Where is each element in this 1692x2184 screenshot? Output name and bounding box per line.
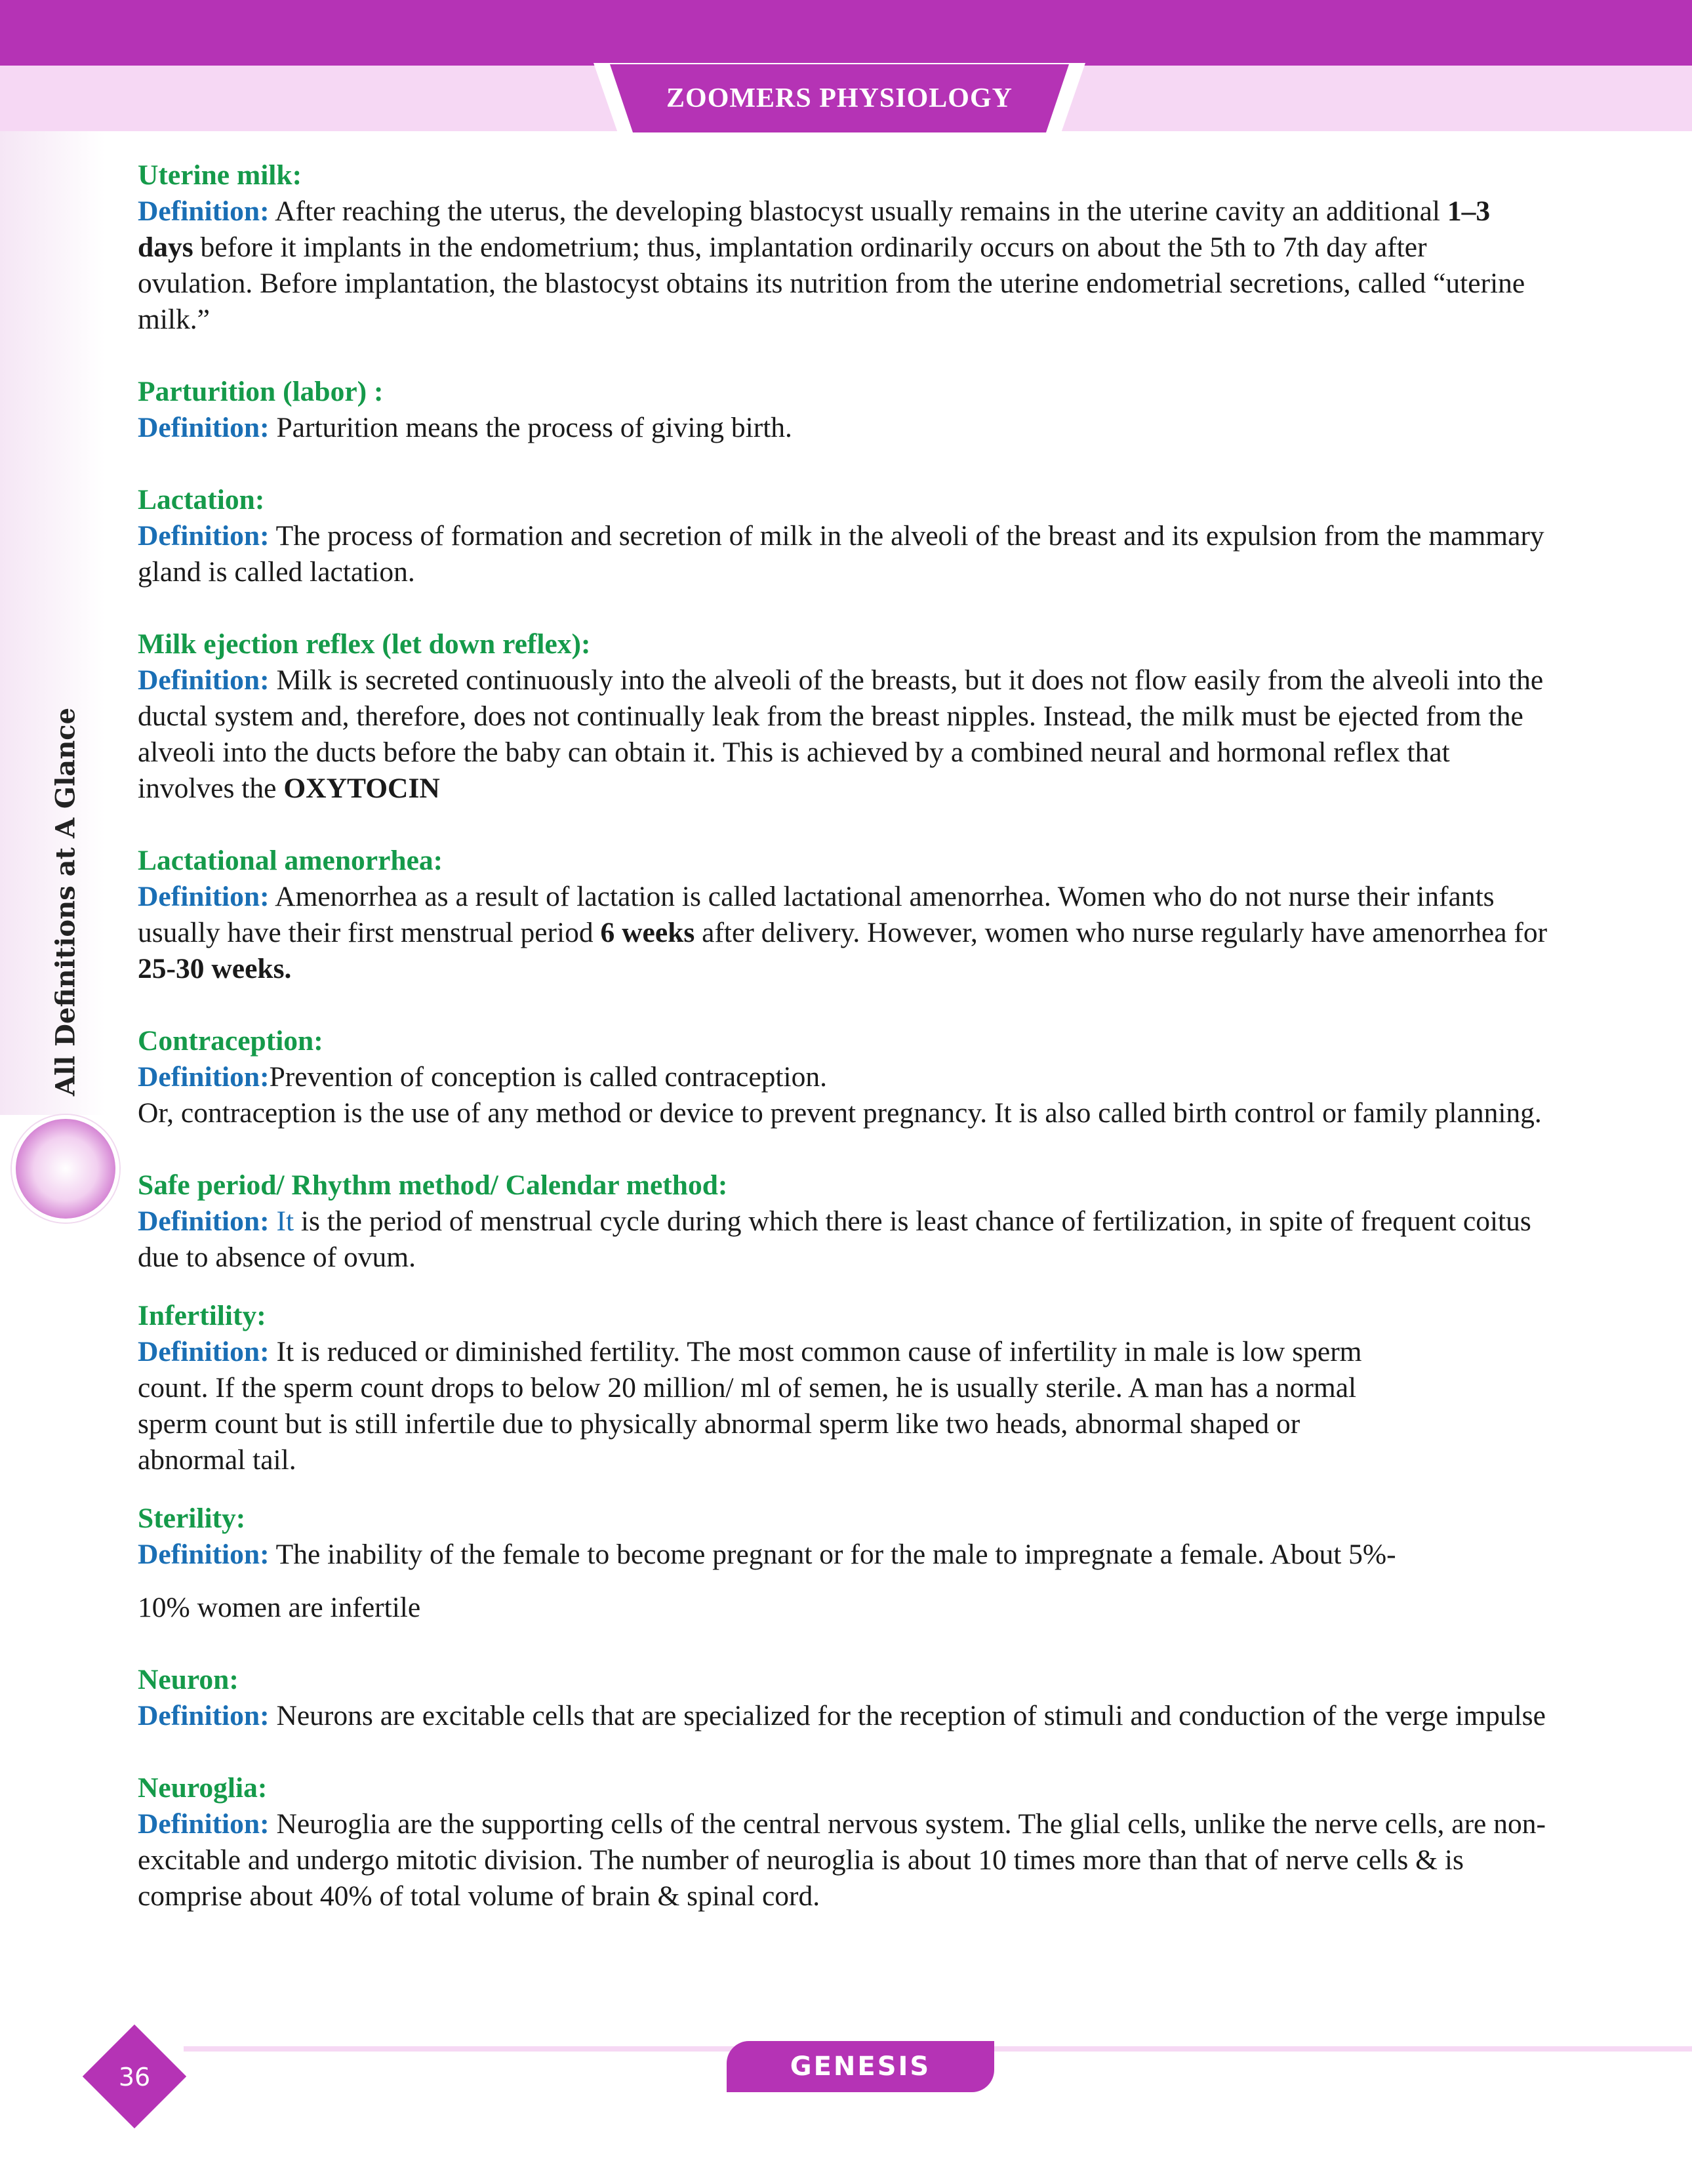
entry-lactational-amenorrhea xyxy=(138,843,1548,987)
definition-label: Definition: xyxy=(138,1205,270,1237)
definition-text: Definition: Amenorrhea as a result of lactation is called lactational amenorrhea. Women who do not nurse their infants usually have their first menstrual period 6 weeks after delivery. However, women who nurse regularly have amenorrhea for 25-30 weeks. xyxy=(138,881,1548,984)
definition-text: Definition:Prevention of conception is called contraception. xyxy=(138,1061,827,1093)
definition-label: Definition: xyxy=(138,195,270,227)
book-title: ZOOMERS PHYSIOLOGY xyxy=(666,83,1013,113)
page-number: 36 xyxy=(118,2063,151,2092)
definition-label: Definition: xyxy=(138,412,270,443)
term-heading: Infertility: xyxy=(138,1300,266,1331)
definition-text: Definition: Neuroglia are the supporting cells of the central nervous system. The glial cells, unlike the nerve cells, are non-excitable and undergo mitotic division. The number of neuroglia is about 10 times more than that of nerve cells & is comprise about 40% of total volume of brain & spinal cord. xyxy=(138,1808,1546,1912)
side-section-label: All Definitions at A Glance xyxy=(50,707,81,1097)
definition-label: Definition: xyxy=(138,1061,270,1093)
definition-label: Definition: xyxy=(138,1539,270,1570)
entry-lactation xyxy=(138,482,1548,590)
term-heading: Uterine milk: xyxy=(138,159,302,191)
definition-text: Definition: The process of formation and secretion of milk in the alveoli of the breast and its expulsion from the mammary gland is called lactation. xyxy=(138,520,1544,588)
entry-contraception xyxy=(138,1023,1548,1131)
term-heading: Lactation: xyxy=(138,484,265,516)
decorative-circle xyxy=(12,1115,119,1223)
definition-text: Definition: The inability of the female to become pregnant or for the male to impregnate a female. About 5%- xyxy=(138,1539,1396,1570)
term-heading: Contraception: xyxy=(138,1025,323,1057)
definition-label: Definition: xyxy=(138,881,270,912)
entry-sterility xyxy=(138,1501,1548,1626)
definition-text: Definition: Neurons are excitable cells that are specialized for the reception of stimuli and conduction of the verge impulse xyxy=(138,1700,1546,1731)
definition-text: Definition: After reaching the uterus, the developing blastocyst usually remains in the uterine cavity an additional 1–3 days before it implants in the endometrium; thus, implantation ordinarily occurs on about the 5th to 7th day after ovulation. Before implantation, the blastocyst obtains its nutrition from the uterine endometrial secretions, called “uterine milk.” xyxy=(138,195,1525,335)
definition-text: Definition: It is reduced or diminished fertility. The most common cause of infertility in male is low sperm count. If the sperm count drops to below 20 million/ ml of semen, he is usually sterile. A man has a normal sperm count but is still infertile due to physically abnormal sperm like two heads, abnormal shaped or abnormal tail. xyxy=(138,1336,1362,1476)
definitions-list xyxy=(138,157,1548,1951)
definition-label: Definition: xyxy=(138,1336,270,1367)
entry-infertility xyxy=(138,1298,1548,1478)
definition-text: Definition: Parturition means the process of giving birth. xyxy=(138,412,792,443)
term-heading: Parturition (labor) : xyxy=(138,376,384,407)
entry-uterine-milk xyxy=(138,157,1548,338)
term-heading: Neuron: xyxy=(138,1664,239,1695)
entry-neuroglia xyxy=(138,1770,1548,1914)
entry-milk-ejection-reflex xyxy=(138,626,1548,807)
definition-label: Definition: xyxy=(138,1700,270,1731)
definition-label: Definition: xyxy=(138,520,270,552)
term-heading: Lactational amenorrhea: xyxy=(138,845,443,876)
definition-label: Definition: xyxy=(138,1808,270,1840)
entry-safe-period xyxy=(138,1167,1548,1276)
term-heading: Milk ejection reflex (let down reflex): xyxy=(138,628,591,660)
definition-extra: Or, contraception is the use of any method or device to prevent pregnancy. It is also called birth control or family planning. xyxy=(138,1097,1542,1129)
term-heading: Sterility: xyxy=(138,1503,246,1534)
definition-label: Definition: xyxy=(138,664,270,696)
definition-extra: 10% women are infertile xyxy=(138,1592,421,1623)
term-heading: Safe period/ Rhythm method/ Calendar method: xyxy=(138,1169,728,1201)
definition-text: Definition: It is the period of menstrual cycle during which there is least chance of fertilization, in spite of frequent coitus due to absence of ovum. xyxy=(138,1205,1531,1273)
footer-brand: GENESIS xyxy=(727,2041,994,2092)
header-band xyxy=(0,0,1692,66)
definition-text: Definition: Milk is secreted continuously into the alveoli of the breasts, but it does not flow easily from the alveoli into the ductal system and, therefore, does not continually leak from the breast nipples. Instead, the milk must be ejected from the alveoli into the ducts before the baby can obtain it. This is achieved by a combined neural and hormonal reflex that involves the OXYTOCIN xyxy=(138,664,1544,804)
entry-parturition xyxy=(138,374,1548,446)
term-heading: Neuroglia: xyxy=(138,1772,268,1804)
entry-neuron xyxy=(138,1662,1548,1734)
